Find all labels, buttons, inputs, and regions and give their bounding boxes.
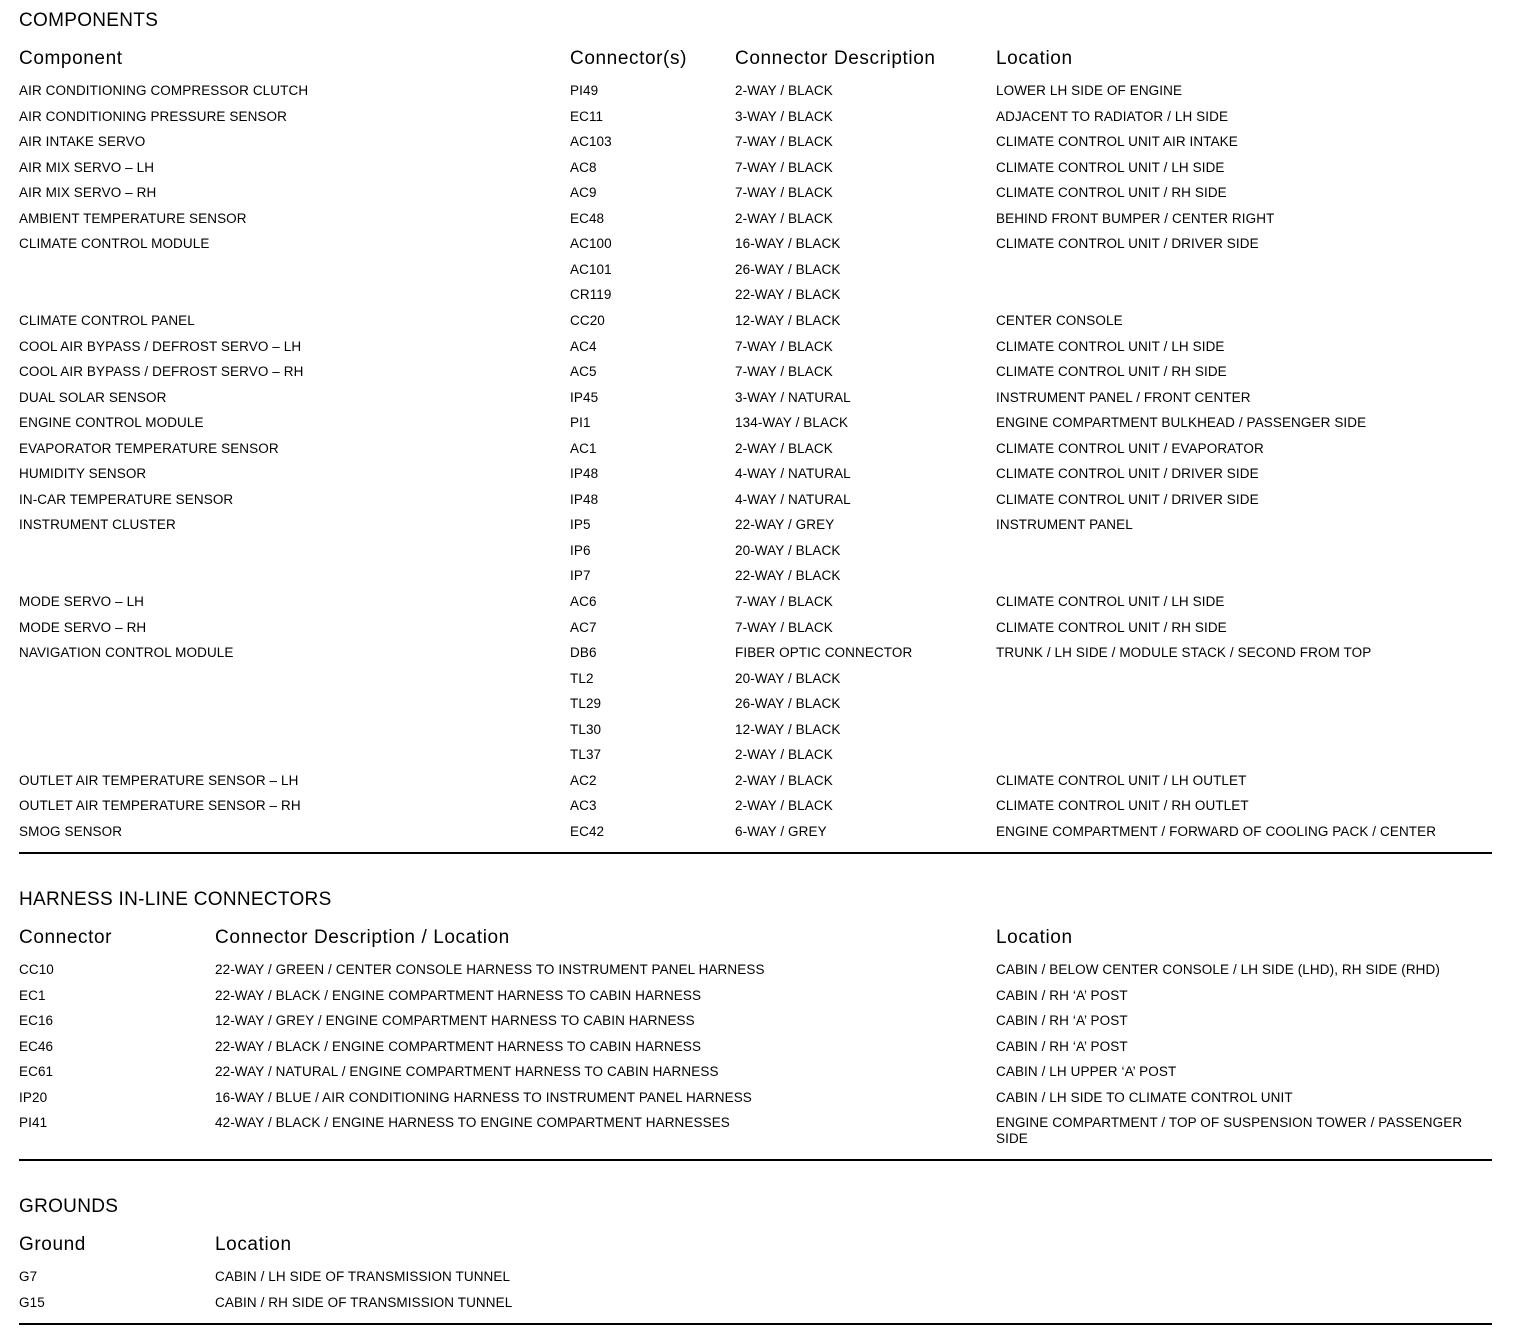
table-row bbox=[19, 543, 1492, 569]
connector-description: 7-WAY / BLACK bbox=[735, 185, 833, 201]
connector-description: 12-WAY / BLACK bbox=[735, 721, 841, 737]
connector-id: PI41 bbox=[19, 1115, 48, 1131]
location: CLIMATE CONTROL UNIT / LH SIDE bbox=[996, 594, 1225, 609]
ground-id: G15 bbox=[19, 1294, 45, 1310]
connector-id: AC9 bbox=[570, 185, 597, 201]
connector-description: 3-WAY / BLACK bbox=[735, 108, 833, 124]
location: CABIN / LH SIDE TO CLIMATE CONTROL UNIT bbox=[996, 1089, 1293, 1105]
connector-description: 22-WAY / BLACK bbox=[735, 287, 841, 303]
connector-description-location: 12-WAY / GREY / ENGINE COMPARTMENT HARNESS TO CABIN HARNESS bbox=[215, 1013, 695, 1029]
connector-id: CC20 bbox=[570, 312, 605, 328]
table-row bbox=[19, 466, 1492, 492]
table-row bbox=[19, 620, 1492, 646]
location: CABIN / RH ‘A’ POST bbox=[996, 987, 1128, 1003]
table-row bbox=[19, 1269, 1492, 1295]
ground-column-header: Ground bbox=[19, 1234, 86, 1255]
connector-description: 7-WAY / BLACK bbox=[735, 159, 833, 175]
connector-description: 2-WAY / BLACK bbox=[735, 83, 833, 98]
connector-id: IP20 bbox=[19, 1089, 48, 1105]
connector-description: 7-WAY / BLACK bbox=[735, 619, 833, 635]
connector-description: 3-WAY / NATURAL bbox=[735, 389, 851, 405]
connector-id: TL37 bbox=[570, 747, 602, 763]
connector-id: TL29 bbox=[570, 696, 602, 712]
table-row bbox=[19, 594, 1492, 620]
section-divider bbox=[19, 1159, 1492, 1161]
connector-id: IP48 bbox=[570, 491, 599, 507]
table-row bbox=[19, 83, 1492, 109]
table-row bbox=[19, 134, 1492, 160]
connector-description: 134-WAY / BLACK bbox=[735, 415, 849, 431]
table-row bbox=[19, 747, 1492, 773]
table-row bbox=[19, 962, 1492, 988]
connector-id: EC11 bbox=[570, 108, 604, 124]
component-name: AIR MIX SERVO – RH bbox=[19, 185, 157, 201]
location: CABIN / RH ‘A’ POST bbox=[996, 1013, 1128, 1029]
connector-id: EC42 bbox=[570, 823, 605, 839]
table-row bbox=[19, 773, 1492, 799]
table-row bbox=[19, 1064, 1492, 1090]
location: CENTER CONSOLE bbox=[996, 312, 1123, 328]
connector-description: 7-WAY / BLACK bbox=[735, 134, 833, 150]
connector-description: 2-WAY / BLACK bbox=[735, 772, 833, 788]
connector-id: EC61 bbox=[19, 1064, 54, 1080]
connector-description-location: 42-WAY / BLACK / ENGINE HARNESS TO ENGINE COMPARTMENT HARNESSES bbox=[215, 1115, 730, 1131]
component-name: COOL AIR BYPASS / DEFROST SERVO – RH bbox=[19, 364, 304, 380]
connector-description: 4-WAY / NATURAL bbox=[735, 466, 851, 482]
location: CLIMATE CONTROL UNIT / RH OUTLET bbox=[996, 798, 1249, 814]
connector-id: AC2 bbox=[570, 772, 597, 788]
connector-description: 22-WAY / BLACK bbox=[735, 568, 841, 584]
connector-id: AC7 bbox=[570, 619, 597, 635]
connector-id: EC16 bbox=[19, 1013, 54, 1029]
connector-description: 7-WAY / BLACK bbox=[735, 338, 833, 354]
location: LOWER LH SIDE OF ENGINE bbox=[996, 83, 1183, 98]
component-name: COOL AIR BYPASS / DEFROST SERVO – LH bbox=[19, 338, 302, 354]
component-name: OUTLET AIR TEMPERATURE SENSOR – RH bbox=[19, 798, 301, 814]
connector-id: AC101 bbox=[570, 261, 612, 277]
connector-id: EC46 bbox=[19, 1038, 54, 1054]
connector-id: EC48 bbox=[570, 210, 605, 226]
connector-description: 20-WAY / BLACK bbox=[735, 542, 841, 558]
connector-description: 6-WAY / GREY bbox=[735, 823, 827, 839]
component-column-header: Component bbox=[19, 48, 123, 69]
table-row bbox=[19, 262, 1492, 288]
connector-id: DB6 bbox=[570, 645, 597, 661]
connector-description: 20-WAY / BLACK bbox=[735, 670, 841, 686]
table-row bbox=[19, 236, 1492, 262]
connector-description: 16-WAY / BLACK bbox=[735, 236, 841, 252]
table-row bbox=[19, 722, 1492, 748]
connector-id: IP6 bbox=[570, 542, 591, 558]
component-name: AIR CONDITIONING COMPRESSOR CLUTCH bbox=[19, 83, 309, 98]
connector-id: AC5 bbox=[570, 364, 597, 380]
ground-id: G7 bbox=[19, 1269, 38, 1284]
table-row bbox=[19, 1013, 1492, 1039]
location: CLIMATE CONTROL UNIT / EVAPORATOR bbox=[996, 440, 1264, 456]
grounds-title: GROUNDS bbox=[19, 1196, 119, 1217]
table-row bbox=[19, 645, 1492, 671]
location: CLIMATE CONTROL UNIT / RH SIDE bbox=[996, 185, 1227, 201]
table-row bbox=[19, 1039, 1492, 1065]
connector-id: IP48 bbox=[570, 466, 599, 482]
location: ADJACENT TO RADIATOR / LH SIDE bbox=[996, 108, 1229, 124]
connector-id: EC1 bbox=[19, 987, 46, 1003]
connector-id: PI49 bbox=[570, 83, 599, 98]
component-name: MODE SERVO – RH bbox=[19, 619, 147, 635]
connector-id: IP45 bbox=[570, 389, 599, 405]
connector-description: 2-WAY / BLACK bbox=[735, 747, 833, 763]
component-name: INSTRUMENT CLUSTER bbox=[19, 517, 176, 533]
table-row bbox=[19, 1295, 1492, 1321]
location: TRUNK / LH SIDE / MODULE STACK / SECOND FROM TOP bbox=[996, 645, 1372, 661]
connector-id: AC3 bbox=[570, 798, 597, 814]
table-row bbox=[19, 211, 1492, 237]
connector-id: AC8 bbox=[570, 159, 597, 175]
location-column-header: Location bbox=[996, 48, 1073, 69]
location: CABIN / LH SIDE OF TRANSMISSION TUNNEL bbox=[215, 1269, 511, 1284]
connector-description: 4-WAY / NATURAL bbox=[735, 491, 851, 507]
harness-title: HARNESS IN-LINE CONNECTORS bbox=[19, 889, 332, 910]
location: CLIMATE CONTROL UNIT / DRIVER SIDE bbox=[996, 491, 1259, 507]
location: CLIMATE CONTROL UNIT / RH SIDE bbox=[996, 619, 1227, 635]
location: INSTRUMENT PANEL bbox=[996, 517, 1133, 533]
location: CLIMATE CONTROL UNIT / DRIVER SIDE bbox=[996, 466, 1259, 482]
table-row bbox=[19, 390, 1492, 416]
component-name: SMOG SENSOR bbox=[19, 823, 123, 839]
component-name: AMBIENT TEMPERATURE SENSOR bbox=[19, 210, 247, 226]
component-name: CLIMATE CONTROL PANEL bbox=[19, 312, 195, 328]
table-row bbox=[19, 1115, 1492, 1147]
table-row bbox=[19, 671, 1492, 697]
location: INSTRUMENT PANEL / FRONT CENTER bbox=[996, 389, 1251, 405]
component-name: AIR MIX SERVO – LH bbox=[19, 159, 155, 175]
connector-description-location: 16-WAY / BLUE / AIR CONDITIONING HARNESS TO INSTRUMENT PANEL HARNESS bbox=[215, 1089, 752, 1105]
location: CLIMATE CONTROL UNIT / LH SIDE bbox=[996, 338, 1225, 354]
connector-description-location: 22-WAY / BLACK / ENGINE COMPARTMENT HARNESS TO CABIN HARNESS bbox=[215, 987, 702, 1003]
connector-id: TL30 bbox=[570, 721, 602, 737]
component-name: ENGINE CONTROL MODULE bbox=[19, 415, 204, 431]
connector-id: AC4 bbox=[570, 338, 597, 354]
component-name: EVAPORATOR TEMPERATURE SENSOR bbox=[19, 440, 279, 456]
component-name: HUMIDITY SENSOR bbox=[19, 466, 147, 482]
section-divider bbox=[19, 1323, 1492, 1325]
location: CLIMATE CONTROL UNIT / DRIVER SIDE bbox=[996, 236, 1259, 252]
table-row bbox=[19, 568, 1492, 594]
table-row bbox=[19, 517, 1492, 543]
table-row bbox=[19, 824, 1492, 850]
connector-id: AC100 bbox=[570, 236, 612, 252]
connector-description: 2-WAY / BLACK bbox=[735, 440, 833, 456]
location: CABIN / RH ‘A’ POST bbox=[996, 1038, 1128, 1054]
table-row bbox=[19, 339, 1492, 365]
table-row bbox=[19, 415, 1492, 441]
location: CABIN / RH SIDE OF TRANSMISSION TUNNEL bbox=[215, 1294, 513, 1310]
connector-description: 7-WAY / BLACK bbox=[735, 594, 833, 609]
location: CABIN / BELOW CENTER CONSOLE / LH SIDE (LHD), RH SIDE (RHD) bbox=[996, 962, 1440, 977]
connector-description-location: 22-WAY / GREEN / CENTER CONSOLE HARNESS TO INSTRUMENT PANEL HARNESS bbox=[215, 962, 765, 977]
ground-location-column-header: Location bbox=[215, 1234, 292, 1255]
connector-id: IP5 bbox=[570, 517, 591, 533]
table-row bbox=[19, 798, 1492, 824]
location: CLIMATE CONTROL UNIT AIR INTAKE bbox=[996, 134, 1238, 150]
component-name: DUAL SOLAR SENSOR bbox=[19, 389, 167, 405]
connectors-column-header: Connector(s) bbox=[570, 48, 688, 69]
connector-description: 2-WAY / BLACK bbox=[735, 210, 833, 226]
connector-description: 7-WAY / BLACK bbox=[735, 364, 833, 380]
connector-description-column-header: Connector Description bbox=[735, 48, 936, 69]
connector-description: 12-WAY / BLACK bbox=[735, 312, 841, 328]
table-row bbox=[19, 364, 1492, 390]
location: BEHIND FRONT BUMPER / CENTER RIGHT bbox=[996, 210, 1275, 226]
table-row bbox=[19, 1090, 1492, 1116]
connector-id: CC10 bbox=[19, 962, 54, 977]
connector-description: 22-WAY / GREY bbox=[735, 517, 835, 533]
components-title: COMPONENTS bbox=[19, 10, 159, 31]
component-name: NAVIGATION CONTROL MODULE bbox=[19, 645, 234, 661]
table-row bbox=[19, 160, 1492, 186]
location: CLIMATE CONTROL UNIT / LH OUTLET bbox=[996, 772, 1247, 788]
table-row bbox=[19, 185, 1492, 211]
location: CABIN / LH UPPER ‘A’ POST bbox=[996, 1064, 1177, 1080]
connector-id: AC6 bbox=[570, 594, 597, 609]
connector-id: IP7 bbox=[570, 568, 591, 584]
connector-id: AC1 bbox=[570, 440, 597, 456]
table-row bbox=[19, 441, 1492, 467]
connector-description-location: 22-WAY / NATURAL / ENGINE COMPARTMENT HARNESS TO CABIN HARNESS bbox=[215, 1064, 719, 1080]
connector-id: AC103 bbox=[570, 134, 612, 150]
harness-location-column-header: Location bbox=[996, 927, 1073, 948]
connector-description: 26-WAY / BLACK bbox=[735, 696, 841, 712]
table-row bbox=[19, 492, 1492, 518]
location: ENGINE COMPARTMENT / TOP OF SUSPENSION TOWER / PASSENGER SIDE bbox=[996, 1115, 1463, 1147]
connector-id: CR119 bbox=[570, 287, 612, 303]
table-row bbox=[19, 109, 1492, 135]
location: CLIMATE CONTROL UNIT / RH SIDE bbox=[996, 364, 1227, 380]
table-row bbox=[19, 988, 1492, 1014]
connector-description: 26-WAY / BLACK bbox=[735, 261, 841, 277]
table-row bbox=[19, 696, 1492, 722]
component-name: AIR INTAKE SERVO bbox=[19, 134, 146, 150]
connector-description-location-column-header: Connector Description / Location bbox=[215, 927, 510, 948]
connector-description: FIBER OPTIC CONNECTOR bbox=[735, 645, 913, 661]
connector-description-location: 22-WAY / BLACK / ENGINE COMPARTMENT HARNESS TO CABIN HARNESS bbox=[215, 1038, 702, 1054]
component-name: AIR CONDITIONING PRESSURE SENSOR bbox=[19, 108, 287, 124]
connector-description: 2-WAY / BLACK bbox=[735, 798, 833, 814]
component-name: MODE SERVO – LH bbox=[19, 594, 145, 609]
location: ENGINE COMPARTMENT BULKHEAD / PASSENGER SIDE bbox=[996, 415, 1367, 431]
connector-id: TL2 bbox=[570, 670, 594, 686]
table-row bbox=[19, 313, 1492, 339]
component-name: OUTLET AIR TEMPERATURE SENSOR – LH bbox=[19, 772, 299, 788]
location: ENGINE COMPARTMENT / FORWARD OF COOLING PACK / CENTER bbox=[996, 823, 1437, 839]
connector-id: PI1 bbox=[570, 415, 591, 431]
connector-column-header: Connector bbox=[19, 927, 113, 948]
section-divider bbox=[19, 852, 1492, 854]
component-name: IN-CAR TEMPERATURE SENSOR bbox=[19, 491, 234, 507]
location: CLIMATE CONTROL UNIT / LH SIDE bbox=[996, 159, 1225, 175]
component-name: CLIMATE CONTROL MODULE bbox=[19, 236, 210, 252]
table-row bbox=[19, 287, 1492, 313]
